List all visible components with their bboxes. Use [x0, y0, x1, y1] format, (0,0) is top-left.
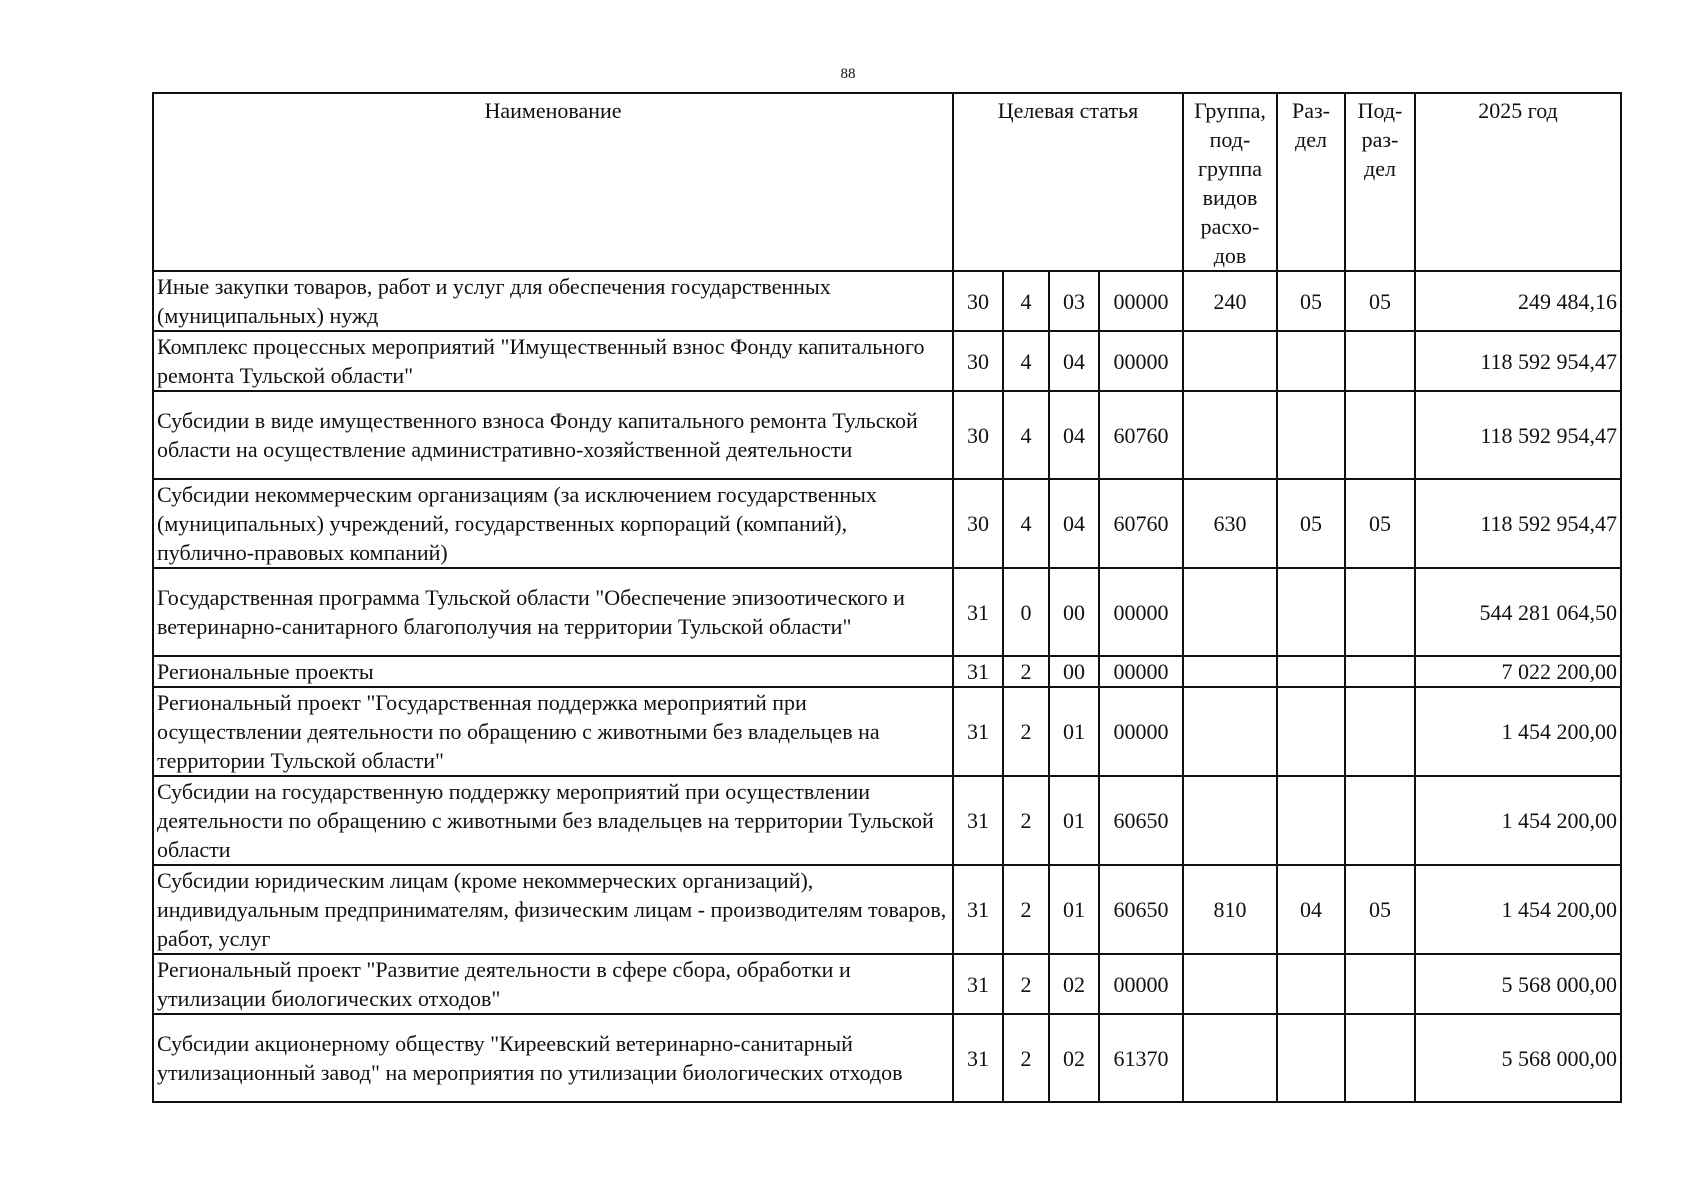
target-article-program: 31: [953, 568, 1003, 656]
target-article-type: 4: [1003, 331, 1049, 391]
table-row: [153, 776, 1621, 865]
subsection-code: 05: [1345, 271, 1415, 331]
table-row: [153, 687, 1621, 776]
target-article-program: 31: [953, 865, 1003, 954]
subsection-code: 05: [1345, 865, 1415, 954]
section-code: [1277, 1014, 1345, 1102]
target-article-direction: 00000: [1099, 568, 1183, 656]
expense-group: [1183, 954, 1277, 1014]
row-name: Государственная программа Тульской области "Обеспечение эпизоотического и ветеринарно-санитарного благополучия на территории Тульской области": [153, 568, 953, 656]
header-expense-group: Группа, под-группа видов расхо-дов: [1183, 93, 1277, 271]
expense-group: [1183, 776, 1277, 865]
target-article-type: 4: [1003, 479, 1049, 568]
target-article-direction: 60760: [1099, 479, 1183, 568]
amount-2025: 5 568 000,00: [1415, 954, 1621, 1014]
target-article-subprogram: 00: [1049, 568, 1099, 656]
amount-2025: 7 022 200,00: [1415, 656, 1621, 687]
subsection-code: [1345, 656, 1415, 687]
table-row: [153, 656, 1621, 687]
table-row: [153, 954, 1621, 1014]
target-article-subprogram: 04: [1049, 479, 1099, 568]
target-article-direction: 00000: [1099, 687, 1183, 776]
section-code: [1277, 568, 1345, 656]
amount-2025: 118 592 954,47: [1415, 331, 1621, 391]
table-row: [153, 331, 1621, 391]
target-article-subprogram: 04: [1049, 391, 1099, 479]
row-name: Субсидии в виде имущественного взноса Фонду капитального ремонта Тульской области на осуществление административно-хозяйственной деятельности: [153, 391, 953, 479]
target-article-direction: 60760: [1099, 391, 1183, 479]
header-section: Раз-дел: [1277, 93, 1345, 271]
target-article-type: 4: [1003, 271, 1049, 331]
target-article-type: 2: [1003, 1014, 1049, 1102]
target-article-subprogram: 00: [1049, 656, 1099, 687]
target-article-type: 2: [1003, 656, 1049, 687]
target-article-program: 31: [953, 656, 1003, 687]
target-article-program: 30: [953, 271, 1003, 331]
target-article-subprogram: 01: [1049, 865, 1099, 954]
expense-group: 240: [1183, 271, 1277, 331]
row-name: Субсидии юридическим лицам (кроме некоммерческих организаций), индивидуальным предпринимателям, физическим лицам - производителям товаров, работ, услуг: [153, 865, 953, 954]
subsection-code: [1345, 954, 1415, 1014]
table-row: [153, 391, 1621, 479]
target-article-program: 31: [953, 776, 1003, 865]
target-article-program: 31: [953, 687, 1003, 776]
expense-group: [1183, 1014, 1277, 1102]
target-article-subprogram: 02: [1049, 1014, 1099, 1102]
budget-table: [152, 92, 1622, 1103]
header-year: 2025 год: [1415, 93, 1621, 271]
amount-2025: 5 568 000,00: [1415, 1014, 1621, 1102]
target-article-direction: 00000: [1099, 331, 1183, 391]
row-name: Субсидии акционерному обществу "Киреевский ветеринарно-санитарный утилизационный завод" на мероприятия по утилизации биологических отходов: [153, 1014, 953, 1102]
amount-2025: 1 454 200,00: [1415, 865, 1621, 954]
page-number: 88: [840, 66, 856, 82]
target-article-type: 2: [1003, 954, 1049, 1014]
target-article-subprogram: 02: [1049, 954, 1099, 1014]
target-article-type: 0: [1003, 568, 1049, 656]
amount-2025: 544 281 064,50: [1415, 568, 1621, 656]
expense-group: 810: [1183, 865, 1277, 954]
expense-group: [1183, 391, 1277, 479]
target-article-type: 2: [1003, 865, 1049, 954]
section-code: 05: [1277, 479, 1345, 568]
target-article-direction: 00000: [1099, 954, 1183, 1014]
section-code: 04: [1277, 865, 1345, 954]
target-article-direction: 60650: [1099, 776, 1183, 865]
expense-group: [1183, 687, 1277, 776]
expense-group: 630: [1183, 479, 1277, 568]
expense-group: [1183, 656, 1277, 687]
section-code: [1277, 656, 1345, 687]
target-article-direction: 00000: [1099, 271, 1183, 331]
table-row: [153, 1014, 1621, 1102]
target-article-program: 30: [953, 479, 1003, 568]
subsection-code: [1345, 331, 1415, 391]
target-article-program: 31: [953, 1014, 1003, 1102]
subsection-code: 05: [1345, 479, 1415, 568]
amount-2025: 118 592 954,47: [1415, 479, 1621, 568]
target-article-subprogram: 01: [1049, 776, 1099, 865]
amount-2025: 1 454 200,00: [1415, 687, 1621, 776]
target-article-program: 30: [953, 331, 1003, 391]
header-target-article: Целевая статья: [953, 93, 1183, 271]
header-name: Наименование: [153, 93, 953, 271]
table-row: [153, 568, 1621, 656]
section-code: 05: [1277, 271, 1345, 331]
target-article-subprogram: 01: [1049, 687, 1099, 776]
section-code: [1277, 331, 1345, 391]
amount-2025: 249 484,16: [1415, 271, 1621, 331]
row-name: Региональный проект "Государственная поддержка мероприятий при осуществлении деятельности по обращению с животными без владельцев на территории Тульской области": [153, 687, 953, 776]
table-header-row: [153, 93, 1621, 271]
section-code: [1277, 954, 1345, 1014]
subsection-code: [1345, 776, 1415, 865]
target-article-type: 4: [1003, 391, 1049, 479]
expense-group: [1183, 568, 1277, 656]
table-body: [153, 271, 1621, 1102]
section-code: [1277, 687, 1345, 776]
section-code: [1277, 776, 1345, 865]
target-article-direction: 60650: [1099, 865, 1183, 954]
row-name: Региональные проекты: [153, 656, 953, 687]
table-row: [153, 271, 1621, 331]
amount-2025: 118 592 954,47: [1415, 391, 1621, 479]
subsection-code: [1345, 1014, 1415, 1102]
row-name: Субсидии некоммерческим организациям (за исключением государственных (муниципальных) учреждений, государственных корпораций (компаний), публично-правовых компаний): [153, 479, 953, 568]
subsection-code: [1345, 391, 1415, 479]
target-article-subprogram: 04: [1049, 331, 1099, 391]
row-name: Комплекс процессных мероприятий "Имущественный взнос Фонду капитального ремонта Тульской области": [153, 331, 953, 391]
row-name: Субсидии на государственную поддержку мероприятий при осуществлении деятельности по обращению с животными без владельцев на территории Тульской области: [153, 776, 953, 865]
target-article-type: 2: [1003, 776, 1049, 865]
expense-group: [1183, 331, 1277, 391]
target-article-subprogram: 03: [1049, 271, 1099, 331]
target-article-type: 2: [1003, 687, 1049, 776]
subsection-code: [1345, 568, 1415, 656]
target-article-program: 31: [953, 954, 1003, 1014]
row-name: Иные закупки товаров, работ и услуг для обеспечения государственных (муниципальных) нужд: [153, 271, 953, 331]
header-subsection: Под-раз-дел: [1345, 93, 1415, 271]
amount-2025: 1 454 200,00: [1415, 776, 1621, 865]
target-article-program: 30: [953, 391, 1003, 479]
target-article-direction: 61370: [1099, 1014, 1183, 1102]
section-code: [1277, 391, 1345, 479]
subsection-code: [1345, 687, 1415, 776]
table-row: [153, 479, 1621, 568]
table-row: [153, 865, 1621, 954]
row-name: Региональный проект "Развитие деятельности в сфере сбора, обработки и утилизации биологических отходов": [153, 954, 953, 1014]
target-article-direction: 00000: [1099, 656, 1183, 687]
